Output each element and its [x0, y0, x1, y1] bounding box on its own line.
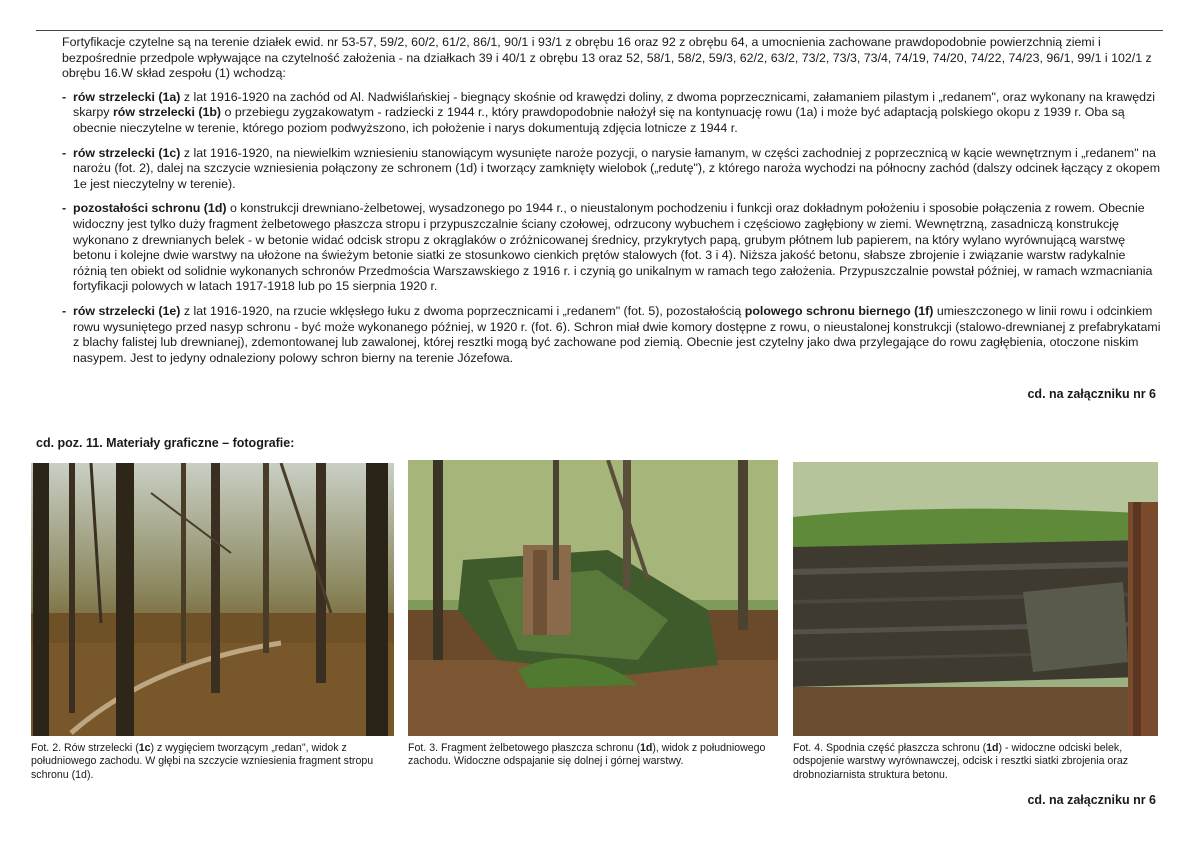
- list-dash: -: [62, 201, 67, 216]
- term-1c: rów strzelecki (1c): [73, 145, 181, 160]
- intro-paragraph: Fortyfikacje czytelne są na terenie działek ewid. nr 53-57, 59/2, 60/2, 61/2, 86/1, 90/1 i 93/1 z obrębu 16 oraz 92 z obrębu 64, a umocnienia zachowane prawdopodobnie powierzchnią ziemi i bezpośrednie przedpole wpływające na czytelność założenia - na działkach 39 i 40/1 z obrębu 13 oraz 52, 58/1, 58/2, 59/3, 62/2, 63/2, 73/2, 73/3, 73/4, 74/19, 74/20, 74/22, 74/23, 96/1, 99/1 i 102/1 z obrębu 16.W skład zespołu (1) wchodzą:: [62, 35, 1152, 81]
- term-1f: polowego schronu biernego (1f): [744, 303, 934, 318]
- caption-fot-3-bold: 1d: [640, 742, 653, 754]
- list-item-1a-1b: [62, 90, 1162, 137]
- term-1e: rów strzelecki (1e): [73, 303, 181, 318]
- description-text: [62, 35, 1162, 375]
- text-1f: umieszczonego w linii rowu i odcinkiem rowu wysuniętego przed nasyp schronu - być może wykonanego później, w 1920 r. (fot. 6). Schron miał dwie komory dostępne z rowu, o nieustalonej konstrukcji (stalowo-drewnianej z prefabrykatami z blachy falistej lub drewnianej), zdemontowanej lub zawalonej, której resztki mogą być zachowane pod ziemią. Obecnie jest czytelny jako dwa przylegające do rowu zagłębienia, otoczone niskim nasypem. Jest to jedyny odnaleziony polowy schron bierny na terenie Józefowa.: [73, 303, 1161, 365]
- text-1a: z lat 1916-1920 na zachód od Al. Nadwiślańskiej - biegnący skośnie od krawędzi doliny, z dwoma poprzecznicami, załamaniem pilastym i „redanem", oraz wykonany na krawędzi skarpy: [73, 89, 1155, 120]
- text-1c: z lat 1916-1920, na niewielkim wzniesieniu stanowiącym wysunięte naroże pozycji, o narysie łamanym, w części zachodniej z poprzecznicą w kącie wewnętrznym i „redanem" na narożu (fot. 2), dalej na szczycie wzniesienia połączony ze schronem (1d) i tworzący zamknięty wielobok („redutę"), z którego naroża wychodzi na północny zachód (dalszy odcinek łączący z okopem 1e jest nieczytelny w terenie).: [73, 145, 1161, 191]
- section-heading: cd. poz. 11. Materiały graficzne – fotografie:: [36, 436, 295, 450]
- caption-fot-2-bold: 1c: [138, 742, 151, 754]
- caption-fot-3: [408, 742, 780, 769]
- list-dash: -: [62, 89, 67, 104]
- caption-fot-2-pre: Fot. 2. Rów strzelecki (: [31, 742, 139, 754]
- list-dash: -: [62, 303, 67, 318]
- continued-note-top: cd. na załączniku nr 6: [1027, 387, 1156, 401]
- text-1e: z lat 1916-1920, na rzucie wklęsłego łuku z dwoma poprzecznicami i „redanem" (fot. 5), pozostałością: [180, 303, 745, 318]
- term-1b: rów strzelecki (1b): [112, 105, 222, 120]
- text-1b: o przebiegu zygzakowatym - radziecki z 1944 r., który prawdopodobnie nałożył się na kontynuację rowu (1a) i może być adaptacją polskiego okopu z 1939 r. Oba są obecnie nieczytelne w terenie, którego poziom podwyższono, ich położenie i narys dokumentują zdjęcia lotnicze z 1944 r.: [73, 105, 1125, 135]
- list-item-1e-1f: [62, 304, 1162, 366]
- list-dash: -: [62, 145, 67, 160]
- term-1a: rów strzelecki (1a): [73, 89, 181, 104]
- text-1d: o konstrukcji drewniano-żelbetowej, wysadzonego po 1944 r., o nieustalonym pochodzeniu i funkcji oraz dokładnym położeniu i sposobie połączenia z rowem. Obecnie widoczny jest tylko duży fragment żelbetowego płaszcza stropu i przypuszczalnie ściany czołowej, odrzucony wybuchem i częściowo zagłębiony w ziemi. Wewnętrzną, zasadniczą konstrukcję wykonano z drewnianych belek - w betonie widać odcisk stropu z okrąglaków o zróżnicowanej średnicy, przykrytych papą, grubym płótnem lub papierem, na który wylano wyrównującą warstwę betonu i kolejne dwie warstwy na ułożone na świeżym betonie siatki ze stosunkowo cienkich prętów stalowych (fot. 3 i 4). Niższa jakość betonu, słabsze zbrojenie i związanie warstw radykalnie różnią ten obiekt od solidnie wykonanych schronów Przedmościa Warszawskiego z 1916 r. i czynią go unikalnym w ramach tego założenia. Przypuszczalnie powstał później, w ramach wzmacniania fortyfikacji polowych w latach 1917-1918 lub po 15 sierpnia 1920 r.: [73, 201, 1153, 294]
- top-rule: [36, 30, 1163, 31]
- photo-fot-3: [408, 460, 778, 736]
- list-item-1c: [62, 146, 1162, 193]
- caption-fot-3-post: ), widok z południowego zachodu. Widoczne odspajanie się dolnej i górnej warstwy.: [408, 742, 766, 768]
- term-1d: pozostałości schronu (1d): [73, 201, 227, 216]
- caption-fot-4-bold: 1d: [986, 742, 999, 754]
- caption-fot-4-post: ) - widoczne odciski belek, odspojenie warstwy wyrównawczej, odcisk i resztki siatki zbrojenia oraz drobnoziarnista struktura betonu.: [793, 742, 1129, 781]
- caption-fot-2-post: ) z wygięciem tworzącym „redan", widok z południowego zachodu. W głębi na szczycie wzniesienia fragment stropu schronu (1d).: [31, 742, 374, 781]
- caption-fot-4: [793, 742, 1159, 782]
- list-item-1d: [62, 201, 1162, 295]
- caption-fot-3-pre: Fot. 3. Fragment żelbetowego płaszcza schronu (: [408, 742, 640, 754]
- continued-note-bottom: cd. na załączniku nr 6: [1027, 793, 1156, 807]
- caption-fot-4-pre: Fot. 4. Spodnia część płaszcza schronu (: [793, 742, 987, 754]
- photo-fot-4: [793, 462, 1158, 736]
- photo-fot-2: [31, 463, 394, 736]
- caption-fot-2: [31, 742, 396, 782]
